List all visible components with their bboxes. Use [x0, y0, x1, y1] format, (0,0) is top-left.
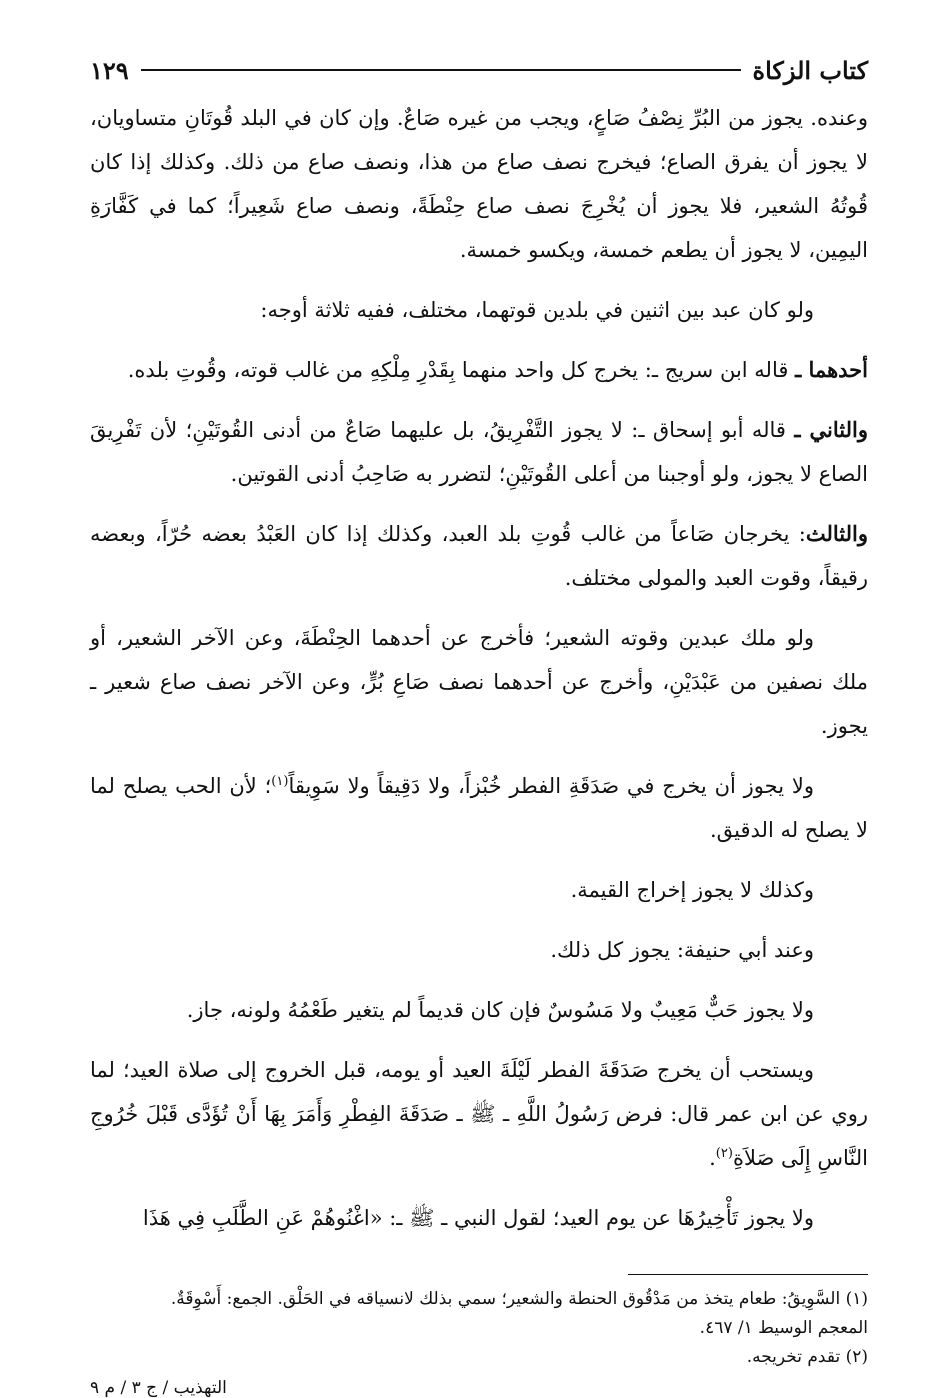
paragraph-text: ولو ملك عبدين وقوته الشعير؛ فأخرج عن أحدهما الحِنْطَةَ، وعن الآخر الشعير، أو ملك نصفين من عَبْدَيْنِ، وأخرج عن أحدهما نصف صَاعِ بُرٍّ، وعن الآخر نصف صاع شعير ـ يجوز.: [90, 626, 868, 738]
paragraph: [90, 868, 868, 912]
paragraph: [90, 96, 868, 272]
footnote-separator: [628, 1274, 868, 1275]
paragraph: [90, 764, 868, 852]
paragraph-text: قاله ابن سريج ـ: يخرج كل واحد منهما بِقَدْرِ مِلْكِهِ من غالب قوته، وقُوتِ بلده.: [127, 358, 796, 382]
paragraph: [90, 616, 868, 748]
page-footer: [90, 1378, 868, 1398]
paragraph-text: ولو كان عبد بين اثنين في بلدين قوتهما، مختلف، ففيه ثلاثة أوجه:: [260, 298, 814, 322]
footnote: (٢) تقدم تخريجه.: [746, 1347, 868, 1367]
paragraph-text: ولا يجوز أن يخرج في صَدَقَةِ الفطر خُبْزاً، ولا دَقِيقاً ولا سَوِيقاً: [288, 774, 814, 798]
signature-mark: التهذيب / ج ٣ / م ٩: [90, 1378, 227, 1398]
paragraph: [90, 988, 868, 1032]
paragraph-text: وعند أبي حنيفة: يجوز كل ذلك.: [550, 938, 814, 962]
paragraph-text: ولا يجوز تَأْخِيرُهَا عن يوم العيد؛ لقول النبي ـ ﷺ ـ: «اغْنُوهُمْ عَنِ الطَّلَبِ فِي هَذَا: [142, 1206, 814, 1230]
footnote-ref[interactable]: (١): [271, 774, 289, 789]
footnotes: [90, 1285, 868, 1372]
paragraph-text: وكذلك لا يجوز إخراج القيمة.: [570, 878, 814, 902]
paragraph: [90, 928, 868, 972]
header-rule: [141, 69, 741, 71]
paragraph-text: قاله أبو إسحاق ـ: لا يجوز التَّفْرِيقُ، بل عليهما صَاعٌ من أدنى القُوتَيْنِ؛ لأن تَفْرِيقَ الصاع لا يجوز، ولو أوجبنا من أعلى القُوتَيْنِ؛ لتضرر به صَاحِبُ أدنى القوتين.: [90, 418, 868, 486]
footnote: المعجم الوسيط ١/ ٤٦٧.: [699, 1318, 868, 1338]
paragraph-text: ؛ لأن الحب يصلح لما لا يصلح له الدقيق.: [90, 774, 868, 842]
paragraph: [90, 1196, 868, 1240]
paragraph-text: ويستحب أن يخرج صَدَقَةَ الفطر لَيْلَةَ العيد أو يومه، قبل الخروج إلى صلاة العيد؛ لما روي عن ابن عمر قال: فرض رَسُولُ اللَّهِ ـ ﷺ ـ صَدَقَةَ الفِطْرِ وَأَمَرَ بِهَا أَنْ تُؤَدَّى قَبْلَ خُرُوجِ النَّاسِ إِلَى صَلاَةِ: [90, 1058, 868, 1170]
paragraph: [90, 348, 868, 392]
paragraph: [90, 408, 868, 496]
paragraph: [90, 288, 868, 332]
paragraph-text: ولا يجوز حَبٌّ مَعِيبٌ ولا مَسُوسٌ فإن كان قديماً لم يتغير طَعْمُهُ ولونه، جاز.: [186, 998, 814, 1022]
footnote-ref[interactable]: (٢): [715, 1146, 733, 1161]
page-number: ١٢٩: [90, 55, 129, 85]
paragraph-label: والثاني ـ: [794, 417, 868, 442]
paragraph: [90, 1048, 868, 1180]
paragraph-text: : يخرجان صَاعاً من غالب قُوتِ بلد العبد، وكذلك إذا كان العَبْدُ بعضه حُرّاً، وبعضه رقيقاً، وقوت العبد والمولى مختلف.: [90, 522, 868, 590]
paragraph-text: وعنده. يجوز من البُرِّ نِصْفُ صَاعٍ، ويجب من غيره صَاعٌ. وإن كان في البلد قُوتَانِ متساويان، لا يجوز أن يفرق الصاع؛ فيخرج نصف صاع من هذا، ونصف صاع من ذلك. وكذلك إذا كان قُوتُهُ الشعير، فلا يجوز أن يُخْرِجَ نصف صاع حِنْطَةً، ونصف صاع شَعِيراً؛ كما في كَفَّارَةِ اليمِين، لا يجوز أن يطعم خمسة، ويكسو خمسة.: [90, 106, 868, 262]
running-header: [90, 50, 868, 90]
main-text: [90, 96, 868, 1240]
paragraph-text: .: [709, 1146, 716, 1170]
chapter-title: كتاب الزكاة: [752, 55, 868, 85]
paragraph-label: والثالث: [805, 521, 868, 546]
footnote: (١) السَّوِيقُ: طعام يتخذ من مَدْقُوق الحنطة والشعير؛ سمي بذلك لانسياقه في الحَلْق. الجمع: أَسْوِقَةٌ.: [170, 1289, 868, 1309]
paragraph-label: أحدهما ـ: [795, 357, 868, 382]
paragraph: [90, 512, 868, 600]
